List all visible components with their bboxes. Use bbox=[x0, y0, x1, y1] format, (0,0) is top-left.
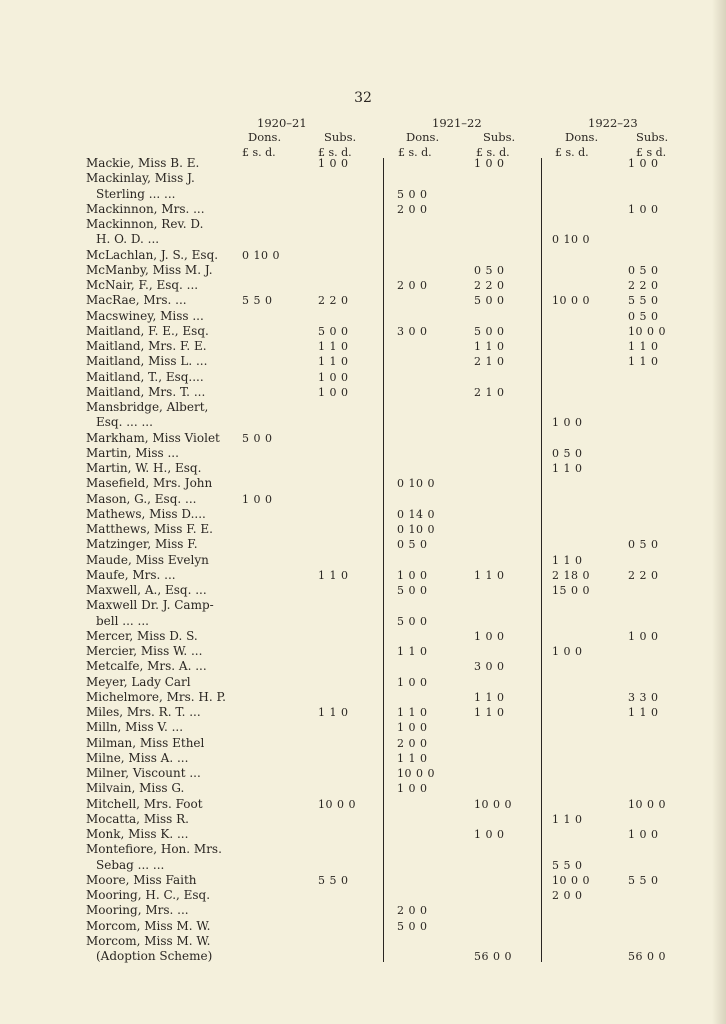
table-row bbox=[0, 797, 726, 812]
amount-cell: 1 1 0 bbox=[397, 751, 428, 765]
subscriber-name: Matthews, Miss F. E. bbox=[86, 522, 213, 536]
table-row bbox=[0, 400, 726, 415]
subscriber-name: Maitland, Mrs. F. E. bbox=[86, 339, 207, 353]
subscriber-name: Meyer, Lady Carl bbox=[86, 674, 191, 689]
col-label-dons-2: Dons. bbox=[406, 130, 440, 144]
subscriber-name: Montefiore, Hon. Mrs. bbox=[86, 842, 222, 857]
amount-cell: 0 5 0 bbox=[552, 446, 583, 460]
amount-cell: 2 0 0 bbox=[397, 736, 428, 750]
col-label-dons-3: Dons. bbox=[565, 130, 599, 144]
amount-cell: 0 10 0 bbox=[397, 523, 435, 536]
table-row bbox=[0, 263, 726, 278]
col-label-subs-2: Subs. bbox=[483, 130, 516, 144]
subscriber-name: Mathews, Miss D.... bbox=[86, 506, 206, 521]
subscriber-name: Sterling ... ... bbox=[96, 186, 176, 201]
subscriber-name: Mitchell, Mrs. Foot bbox=[86, 796, 203, 811]
table-row bbox=[0, 919, 726, 934]
amount-cell: 10 0 0 bbox=[552, 873, 590, 887]
table-row bbox=[0, 766, 726, 781]
amount-cell: 1 0 0 bbox=[552, 645, 583, 658]
subscriber-list bbox=[0, 156, 726, 964]
table-row bbox=[0, 385, 726, 400]
amount-cell: 1 0 0 bbox=[397, 721, 428, 735]
subscriber-name: Metcalfe, Mrs. A. ... bbox=[86, 659, 207, 674]
amount-cell: 1 0 0 bbox=[242, 492, 273, 506]
year-header-1921-22: 1921–22 bbox=[432, 116, 482, 130]
amount-cell: 2 0 0 bbox=[397, 279, 428, 292]
amount-cell: 5 0 0 bbox=[474, 294, 505, 308]
units-header-2: £ s. d. bbox=[318, 146, 352, 159]
subscriber-name: Masefield, Mrs. John bbox=[86, 476, 213, 491]
subscriber-name: Mocatta, Miss R. bbox=[86, 811, 189, 826]
year-header-1922-23: 1922–23 bbox=[588, 116, 638, 130]
amount-cell: 1 1 0 bbox=[474, 706, 505, 719]
subscriber-name: Mansbridge, Albert, bbox=[86, 400, 209, 414]
amount-cell: 5 0 0 bbox=[397, 919, 428, 933]
table-row bbox=[0, 583, 726, 598]
amount-cell: 1 1 0 bbox=[397, 706, 428, 719]
table-row bbox=[0, 309, 726, 324]
amount-cell: 1 0 0 bbox=[397, 782, 428, 796]
amount-cell: 1 1 0 bbox=[628, 340, 659, 353]
subscriber-name: Milvain, Miss G. bbox=[86, 781, 185, 796]
table-row bbox=[0, 492, 726, 507]
amount-cell: 1 0 0 bbox=[628, 202, 659, 216]
subscriber-name: Miles, Mrs. R. T. ... bbox=[86, 705, 201, 719]
amount-cell: 1 1 0 bbox=[552, 462, 583, 475]
subscriber-name: Martin, Miss ... bbox=[86, 445, 179, 460]
amount-cell: 10 0 0 bbox=[474, 797, 512, 811]
amount-cell: 1 0 0 bbox=[628, 828, 659, 841]
table-row bbox=[0, 415, 726, 430]
table-row bbox=[0, 812, 726, 827]
amount-cell: 1 1 0 bbox=[474, 568, 505, 582]
table-row bbox=[0, 781, 726, 796]
subscriber-name: Esq. ... ... bbox=[96, 415, 153, 430]
subscriber-name: Maxwell, A., Esq. ... bbox=[86, 583, 207, 597]
table-row bbox=[0, 644, 726, 659]
table-row bbox=[0, 171, 726, 186]
units-header-6: £ s d. bbox=[636, 146, 667, 159]
amount-cell: 15 0 0 bbox=[552, 584, 590, 597]
amount-cell: 1 1 0 bbox=[628, 706, 659, 719]
subscriber-name: Morcom, Miss M. W. bbox=[86, 918, 211, 933]
table-row bbox=[0, 842, 726, 857]
table-row bbox=[0, 156, 726, 171]
table-row bbox=[0, 339, 726, 354]
amount-cell: 1 0 0 bbox=[474, 157, 505, 170]
table-row bbox=[0, 217, 726, 232]
subscriber-name: McLachlan, J. S., Esq. bbox=[86, 247, 219, 262]
subscriber-name: Mooring, H. C., Esq. bbox=[86, 888, 211, 902]
amount-cell: 5 0 0 bbox=[318, 324, 349, 338]
subscriber-name: Mackie, Miss B. E. bbox=[86, 156, 200, 170]
subscriber-name: Maude, Miss Evelyn bbox=[86, 552, 209, 567]
subscriber-name: Maitland, F. E., Esq. bbox=[86, 323, 209, 338]
amount-cell: 1 1 0 bbox=[552, 553, 583, 567]
table-row bbox=[0, 873, 726, 888]
amount-cell: 0 5 0 bbox=[397, 538, 428, 552]
page-number: 32 bbox=[354, 90, 372, 106]
amount-cell: 10 0 0 bbox=[397, 767, 435, 780]
subscriber-name: (Adoption Scheme) bbox=[96, 949, 213, 963]
table-row bbox=[0, 354, 726, 369]
subscriber-name: Michelmore, Mrs. H. P. bbox=[86, 689, 226, 704]
amount-cell: 10 0 0 bbox=[318, 797, 356, 811]
table-row bbox=[0, 705, 726, 720]
table-row bbox=[0, 903, 726, 918]
subscriber-name: Mercer, Miss D. S. bbox=[86, 628, 198, 643]
table-row bbox=[0, 659, 726, 674]
subscriber-name: Mackinlay, Miss J. bbox=[86, 171, 195, 186]
table-row bbox=[0, 278, 726, 293]
table-row bbox=[0, 598, 726, 613]
table-row bbox=[0, 949, 726, 964]
amount-cell: 5 5 0 bbox=[552, 858, 583, 872]
table-row bbox=[0, 690, 726, 705]
table-row bbox=[0, 720, 726, 735]
amount-cell: 0 5 0 bbox=[628, 263, 659, 277]
amount-cell: 5 0 0 bbox=[242, 431, 273, 445]
amount-cell: 1 1 0 bbox=[318, 355, 349, 369]
table-row bbox=[0, 827, 726, 842]
subscriber-name: Mercier, Miss W. ... bbox=[86, 644, 203, 658]
table-row bbox=[0, 614, 726, 629]
subscriber-name: H. O. D. ... bbox=[96, 232, 160, 247]
subscriber-name: Maitland, T., Esq.... bbox=[86, 369, 204, 384]
table-row bbox=[0, 888, 726, 903]
amount-cell: 5 5 0 bbox=[242, 294, 273, 308]
table-row bbox=[0, 934, 726, 949]
table-row bbox=[0, 629, 726, 644]
amount-cell: 0 10 0 bbox=[397, 477, 435, 491]
subscriber-name: Maufe, Mrs. ... bbox=[86, 567, 176, 582]
amount-cell: 1 1 0 bbox=[474, 340, 505, 353]
units-header-5: £ s. d. bbox=[555, 146, 589, 159]
subscriber-name: Maxwell Dr. J. Camp- bbox=[86, 598, 214, 613]
subscriber-name: Martin, W. H., Esq. bbox=[86, 461, 202, 475]
table-row bbox=[0, 187, 726, 202]
amount-cell: 2 2 0 bbox=[474, 279, 505, 292]
subscriber-name: McManby, Miss M. J. bbox=[86, 262, 213, 277]
units-header-1: £ s. d. bbox=[242, 146, 276, 159]
col-label-dons-1: Dons. bbox=[248, 130, 282, 144]
subscriber-name: Maitland, Mrs. T. ... bbox=[86, 384, 206, 399]
col-label-subs-1: Subs. bbox=[324, 130, 357, 144]
subscriber-name: Monk, Miss K. ... bbox=[86, 827, 189, 841]
table-row bbox=[0, 537, 726, 552]
amount-cell: 2 0 0 bbox=[397, 202, 428, 216]
amount-cell: 2 1 0 bbox=[474, 355, 505, 369]
amount-cell: 1 0 0 bbox=[474, 629, 505, 643]
col-label-subs-3: Subs. bbox=[636, 130, 669, 144]
table-row bbox=[0, 461, 726, 476]
amount-cell: 0 10 0 bbox=[552, 233, 590, 247]
amount-cell: 0 14 0 bbox=[397, 507, 435, 521]
subscriber-name: MacRae, Mrs. ... bbox=[86, 293, 187, 308]
table-row bbox=[0, 553, 726, 568]
amount-cell: 3 0 0 bbox=[397, 324, 428, 338]
subscriber-name: Morcom, Miss M. W. bbox=[86, 933, 211, 948]
amount-cell: 3 0 0 bbox=[474, 660, 505, 674]
table-row bbox=[0, 522, 726, 537]
amount-cell: 0 5 0 bbox=[474, 263, 505, 277]
table-row bbox=[0, 370, 726, 385]
amount-cell: 1 0 0 bbox=[474, 828, 505, 841]
subscriber-name: Mackinnon, Mrs. ... bbox=[86, 201, 205, 216]
subscriber-name: Maitland, Miss L. ... bbox=[86, 354, 208, 369]
amount-cell: 1 1 0 bbox=[318, 706, 349, 719]
amount-cell: 10 0 0 bbox=[628, 797, 666, 811]
table-row bbox=[0, 507, 726, 522]
amount-cell: 56 0 0 bbox=[628, 950, 666, 963]
amount-cell: 56 0 0 bbox=[474, 950, 512, 963]
subscriber-name: Sebag ... ... bbox=[96, 857, 165, 872]
amount-cell: 5 5 0 bbox=[318, 873, 349, 887]
amount-cell: 2 2 0 bbox=[628, 279, 659, 292]
amount-cell: 1 0 0 bbox=[628, 157, 659, 170]
amount-cell: 5 5 0 bbox=[628, 294, 659, 308]
table-row bbox=[0, 248, 726, 263]
table-row bbox=[0, 736, 726, 751]
subscriber-name: Matzinger, Miss F. bbox=[86, 537, 198, 552]
subscriber-name: Milner, Viscount ... bbox=[86, 766, 201, 780]
table-row bbox=[0, 232, 726, 247]
amount-cell: 5 5 0 bbox=[628, 873, 659, 887]
subscriber-name: Moore, Miss Faith bbox=[86, 872, 197, 887]
amount-cell: 2 2 0 bbox=[318, 294, 349, 308]
amount-cell: 5 0 0 bbox=[397, 584, 428, 597]
subscriber-name: Mooring, Mrs. ... bbox=[86, 903, 189, 918]
amount-cell: 0 5 0 bbox=[628, 538, 659, 552]
table-row bbox=[0, 858, 726, 873]
amount-cell: 1 1 0 bbox=[552, 812, 583, 826]
units-header-3: £ s. d. bbox=[398, 146, 432, 159]
amount-cell: 2 0 0 bbox=[552, 889, 583, 902]
subscriber-name: Milln, Miss V. ... bbox=[86, 720, 184, 735]
amount-cell: 3 3 0 bbox=[628, 690, 659, 704]
amount-cell: 2 18 0 bbox=[552, 568, 590, 582]
amount-cell: 1 0 0 bbox=[397, 675, 428, 689]
subscriber-name: Milman, Miss Ethel bbox=[86, 735, 205, 750]
amount-cell: 1 0 0 bbox=[397, 568, 428, 582]
amount-cell: 5 0 0 bbox=[397, 187, 428, 201]
amount-cell: 1 0 0 bbox=[552, 416, 583, 430]
amount-cell: 1 0 0 bbox=[318, 385, 349, 399]
table-row bbox=[0, 324, 726, 339]
amount-cell: 1 1 0 bbox=[474, 690, 505, 704]
amount-cell: 2 0 0 bbox=[397, 904, 428, 918]
amount-cell: 1 1 0 bbox=[397, 645, 428, 658]
amount-cell: 1 0 0 bbox=[318, 157, 349, 170]
amount-cell: 0 5 0 bbox=[628, 309, 659, 323]
subscriber-name: Milne, Miss A. ... bbox=[86, 750, 189, 765]
amount-cell: 0 10 0 bbox=[242, 248, 280, 262]
table-row bbox=[0, 751, 726, 766]
subscriber-name: Macswiney, Miss ... bbox=[86, 308, 204, 323]
amount-cell: 10 0 0 bbox=[552, 294, 590, 308]
amount-cell: 1 1 0 bbox=[318, 340, 349, 353]
amount-cell: 5 0 0 bbox=[474, 324, 505, 338]
table-row bbox=[0, 202, 726, 217]
amount-cell: 1 0 0 bbox=[318, 370, 349, 384]
subscriber-name: Mason, G., Esq. ... bbox=[86, 491, 197, 506]
amount-cell: 10 0 0 bbox=[628, 324, 666, 338]
amount-cell: 1 0 0 bbox=[628, 629, 659, 643]
amount-cell: 2 2 0 bbox=[628, 568, 659, 582]
amount-cell: 1 1 0 bbox=[628, 355, 659, 369]
table-row bbox=[0, 675, 726, 690]
table-row bbox=[0, 568, 726, 583]
subscriber-name: McNair, F., Esq. ... bbox=[86, 278, 199, 292]
table-row bbox=[0, 431, 726, 446]
year-header-1920-21: 1920–21 bbox=[257, 116, 307, 130]
amount-cell: 2 1 0 bbox=[474, 385, 505, 399]
table-row bbox=[0, 293, 726, 308]
subscriber-name: bell ... ... bbox=[96, 613, 149, 628]
table-row bbox=[0, 446, 726, 461]
amount-cell: 5 0 0 bbox=[397, 614, 428, 628]
table-row bbox=[0, 476, 726, 491]
subscriber-name: Markham, Miss Violet bbox=[86, 430, 220, 445]
amount-cell: 1 1 0 bbox=[318, 568, 349, 582]
units-header-4: £ s. d. bbox=[476, 146, 510, 159]
subscriber-name: Mackinnon, Rev. D. bbox=[86, 217, 204, 231]
